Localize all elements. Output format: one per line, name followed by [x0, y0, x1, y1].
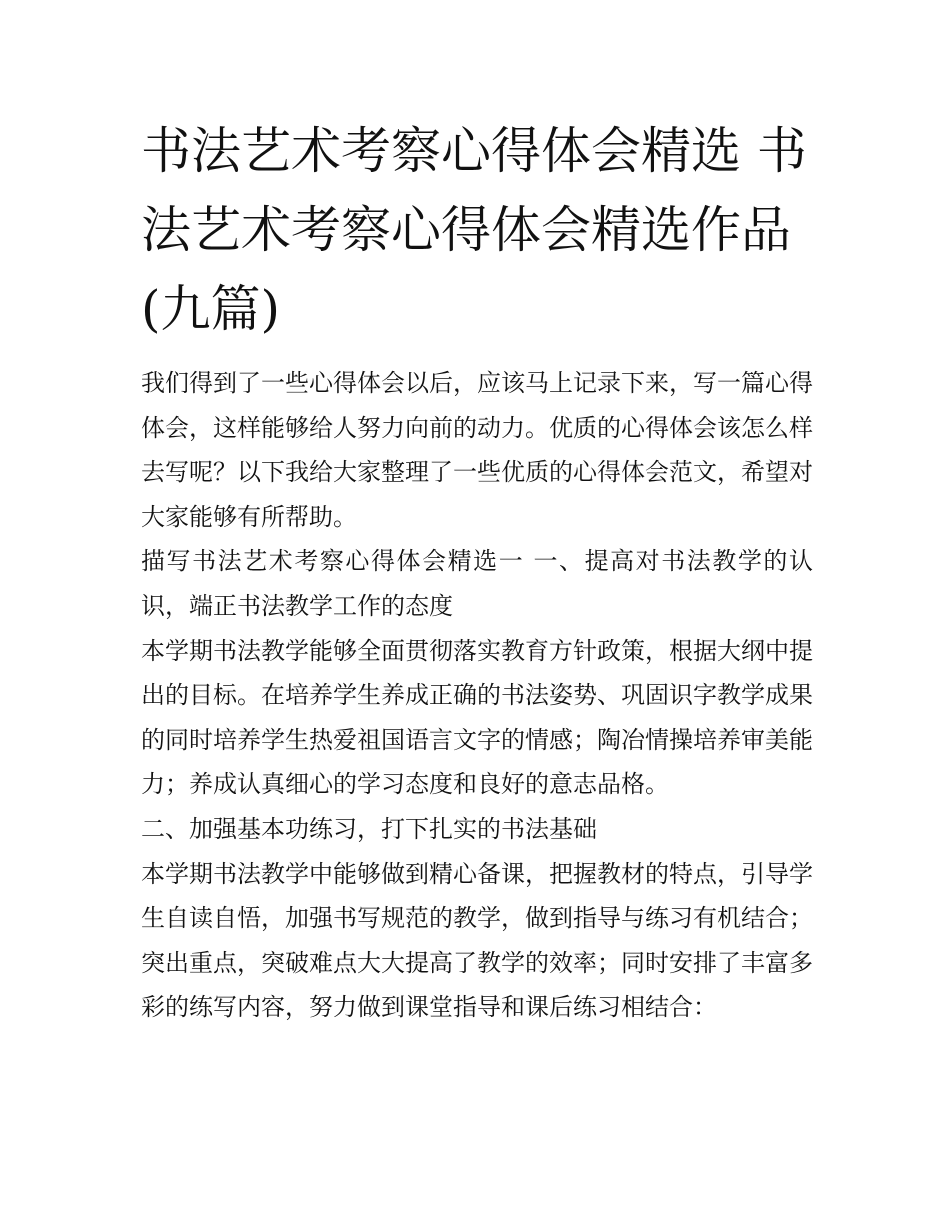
section-two-heading: 二、加强基本功练习，打下扎实的书法基础 [141, 814, 597, 843]
section-two-paragraph: 本学期书法教学中能够做到精心备课，把握教材的特点，引导学生自读自悟，加强书写规范的教学，做到指导与练习有机结合；突出重点，突破难点大大提高了教学的效率；同时安排了丰富多彩的练写内容，努力做到课堂指导和课后练习相结合： [141, 859, 813, 1022]
intro-paragraph: 我们得到了一些心得体会以后，应该马上记录下来，写一篇心得体会，这样能够给人努力向前的动力。优质的心得体会该怎么样去写呢？以下我给大家整理了一些优质的心得体会范文，希望对大家能够有所帮助。 [141, 369, 813, 531]
section-one-paragraph: 本学期书法教学能够全面贯彻落实教育方针政策，根据大纲中提出的目标。在培养学生养成正确的书法姿势、巩固识字教学成果的同时培养学生热爱祖国语言文字的情感；陶冶情操培养审美能力；养成认真细心的学习态度和良好的意志品格。 [141, 636, 813, 799]
document-title: 书法艺术考察心得体会精选 书法艺术考察心得体会精选作品(九篇) [141, 122, 807, 338]
section-one-heading: 描写书法艺术考察心得体会精选一 一、提高对书法教学的认识，端正书法教学工作的态度 [141, 547, 813, 620]
document-body [141, 112, 813, 1030]
